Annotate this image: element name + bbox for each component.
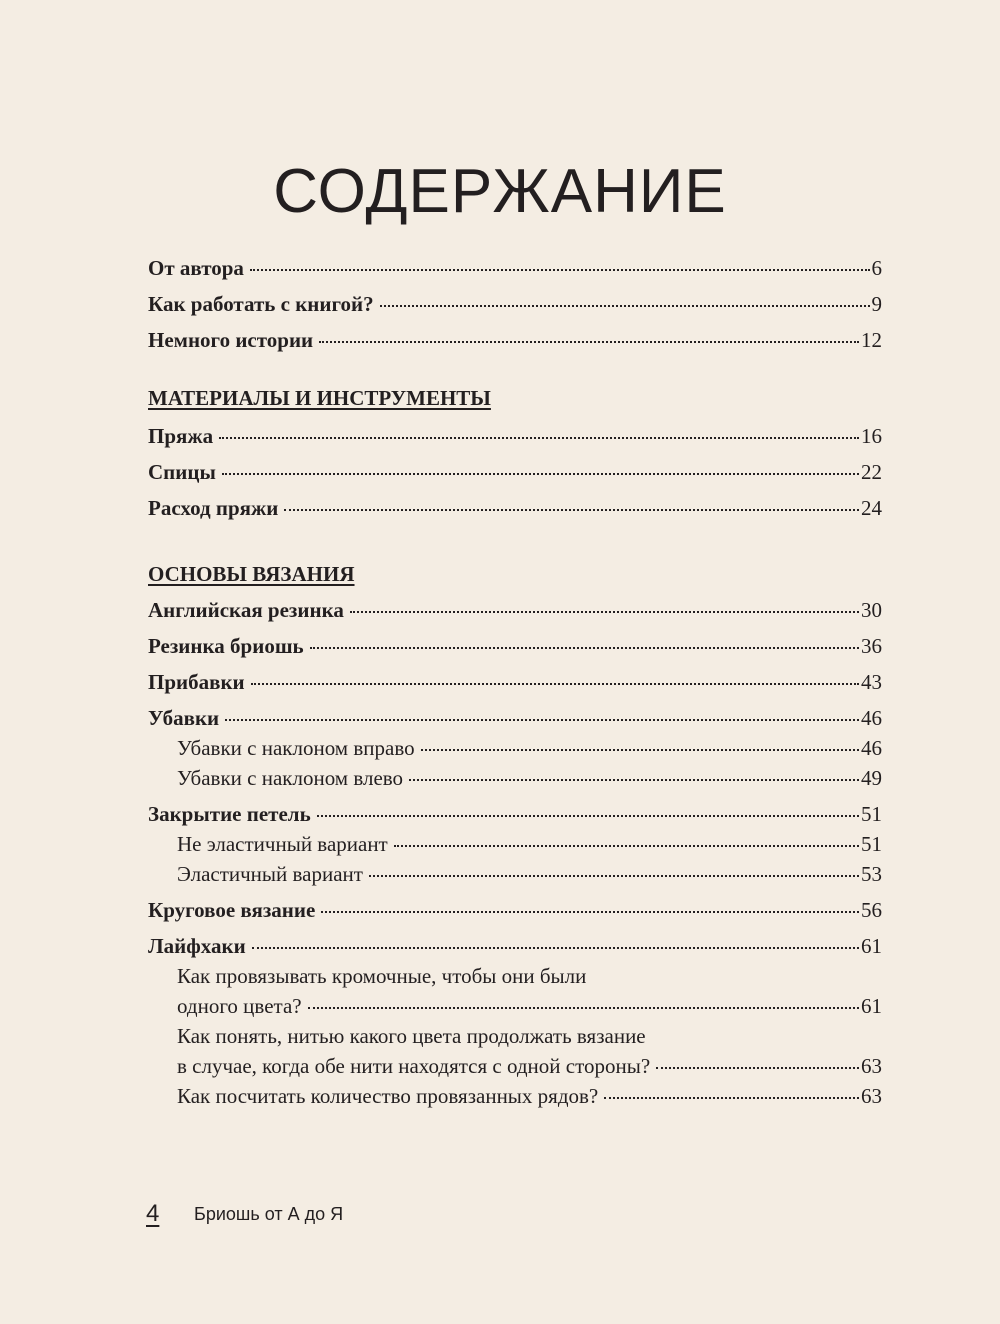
toc-entry[interactable]: [148, 494, 882, 522]
toc-entry-label: Эластичный вариант: [177, 862, 363, 886]
leader-dots: [219, 437, 859, 439]
toc-entry-label: Пряжа: [148, 424, 214, 448]
toc-entry-label: Круговое вязание: [148, 898, 316, 922]
toc-entry-label: Немного истории: [148, 328, 314, 352]
toc-entry-label: Расход пряжи: [148, 496, 279, 520]
toc-entry-page: 49: [861, 766, 882, 790]
leader-dots: [369, 875, 859, 877]
leader-dots: [656, 1067, 859, 1069]
toc-entry-page: 6: [871, 256, 882, 280]
leader-dots: [319, 341, 859, 343]
toc-entry-label: Как работать с книгой?: [148, 292, 374, 316]
toc-entry-page: 43: [861, 670, 882, 694]
toc-entry-label: Убавки с наклоном вправо: [177, 736, 415, 760]
toc-entry[interactable]: [148, 932, 882, 960]
leader-dots: [250, 269, 870, 271]
toc-entry-label: Не эластичный вариант: [177, 832, 388, 856]
toc-subentry-line[interactable]: [148, 962, 882, 990]
toc-entry-label: Как провязывать кромочные, чтобы они были: [177, 964, 587, 988]
toc-entry[interactable]: [148, 632, 882, 660]
toc-entry-label: Убавки с наклоном влево: [177, 766, 404, 790]
toc-entry-page: 56: [861, 898, 882, 922]
toc-entry[interactable]: [148, 896, 882, 924]
leader-dots: [394, 845, 859, 847]
leader-dots: [604, 1097, 859, 1099]
leader-dots: [409, 779, 859, 781]
toc-subentry[interactable]: [148, 992, 882, 1020]
leader-dots: [380, 305, 870, 307]
toc-subentry[interactable]: [148, 1052, 882, 1080]
toc-entry[interactable]: [148, 596, 882, 624]
leader-dots: [350, 611, 859, 613]
toc-subentry[interactable]: [148, 1082, 882, 1110]
leader-dots: [317, 815, 859, 817]
toc-entry-page: 51: [861, 802, 882, 826]
toc-subentry[interactable]: [148, 860, 882, 888]
toc-entry-page: 63: [861, 1084, 882, 1108]
toc-entry-page: 46: [861, 736, 882, 760]
toc-entry-label: Убавки: [148, 706, 220, 730]
toc-entry-page: 61: [861, 994, 882, 1018]
footer-book-title: Бриошь от А до Я: [194, 1204, 344, 1224]
toc-entry-label: в случае, когда обе нити находятся с одной стороны?: [177, 1054, 651, 1078]
toc-entry[interactable]: [148, 668, 882, 696]
toc-entry[interactable]: [148, 254, 882, 282]
toc-subentry[interactable]: [148, 830, 882, 858]
toc-entry-page: 30: [861, 598, 882, 622]
toc-entry[interactable]: [148, 422, 882, 450]
toc-entry-page: 51: [861, 832, 882, 856]
toc-entry-page: 9: [871, 292, 882, 316]
toc-entry[interactable]: [148, 704, 882, 732]
leader-dots: [308, 1007, 859, 1009]
leader-dots: [222, 473, 859, 475]
toc-entry-page: 24: [861, 496, 882, 520]
toc-subentry-line[interactable]: [148, 1022, 882, 1050]
leader-dots: [252, 947, 859, 949]
leader-dots: [310, 647, 859, 649]
toc-entry-page: 22: [861, 460, 882, 484]
toc-entry-label: Английская резинка: [148, 598, 344, 622]
footer-page-number: 4: [146, 1200, 160, 1227]
leader-dots: [284, 509, 859, 511]
toc-entry-label: Резинка бриошь: [148, 634, 304, 658]
toc-entry[interactable]: [148, 326, 882, 354]
toc-entry-label: Прибавки: [148, 670, 245, 694]
leader-dots: [225, 719, 859, 721]
section-heading: ОСНОВЫ ВЯЗАНИЯ: [148, 562, 355, 586]
toc-entry-label: одного цвета?: [177, 994, 302, 1018]
leader-dots: [421, 749, 859, 751]
toc-entry-label: Спицы: [148, 460, 216, 484]
toc-subentry[interactable]: [148, 764, 882, 792]
toc-entry-label: Как понять, нитью какого цвета продолжать вязание: [177, 1024, 646, 1048]
page-title: СОДЕРЖАНИЕ: [273, 157, 727, 226]
toc-entry-page: 61: [861, 934, 882, 958]
toc-entry-label: Лайфхаки: [148, 934, 246, 958]
toc-entry-page: 46: [861, 706, 882, 730]
section-heading: МАТЕРИАЛЫ И ИНСТРУМЕНТЫ: [148, 386, 491, 410]
toc-entry-label: Как посчитать количество провязанных рядов?: [177, 1084, 599, 1108]
toc-entry[interactable]: [148, 800, 882, 828]
toc-subentry[interactable]: [148, 734, 882, 762]
toc-entry-label: Закрытие петель: [148, 802, 311, 826]
leader-dots: [251, 683, 859, 685]
toc-entry-page: 63: [861, 1054, 882, 1078]
toc-entry[interactable]: [148, 458, 882, 486]
toc-entry-page: 36: [861, 634, 882, 658]
toc-entry[interactable]: [148, 290, 882, 318]
toc-entry-page: 53: [861, 862, 882, 886]
toc-entry-label: От автора: [148, 256, 244, 280]
toc-entry-page: 16: [861, 424, 882, 448]
toc-entry-page: 12: [861, 328, 882, 352]
leader-dots: [321, 911, 859, 913]
